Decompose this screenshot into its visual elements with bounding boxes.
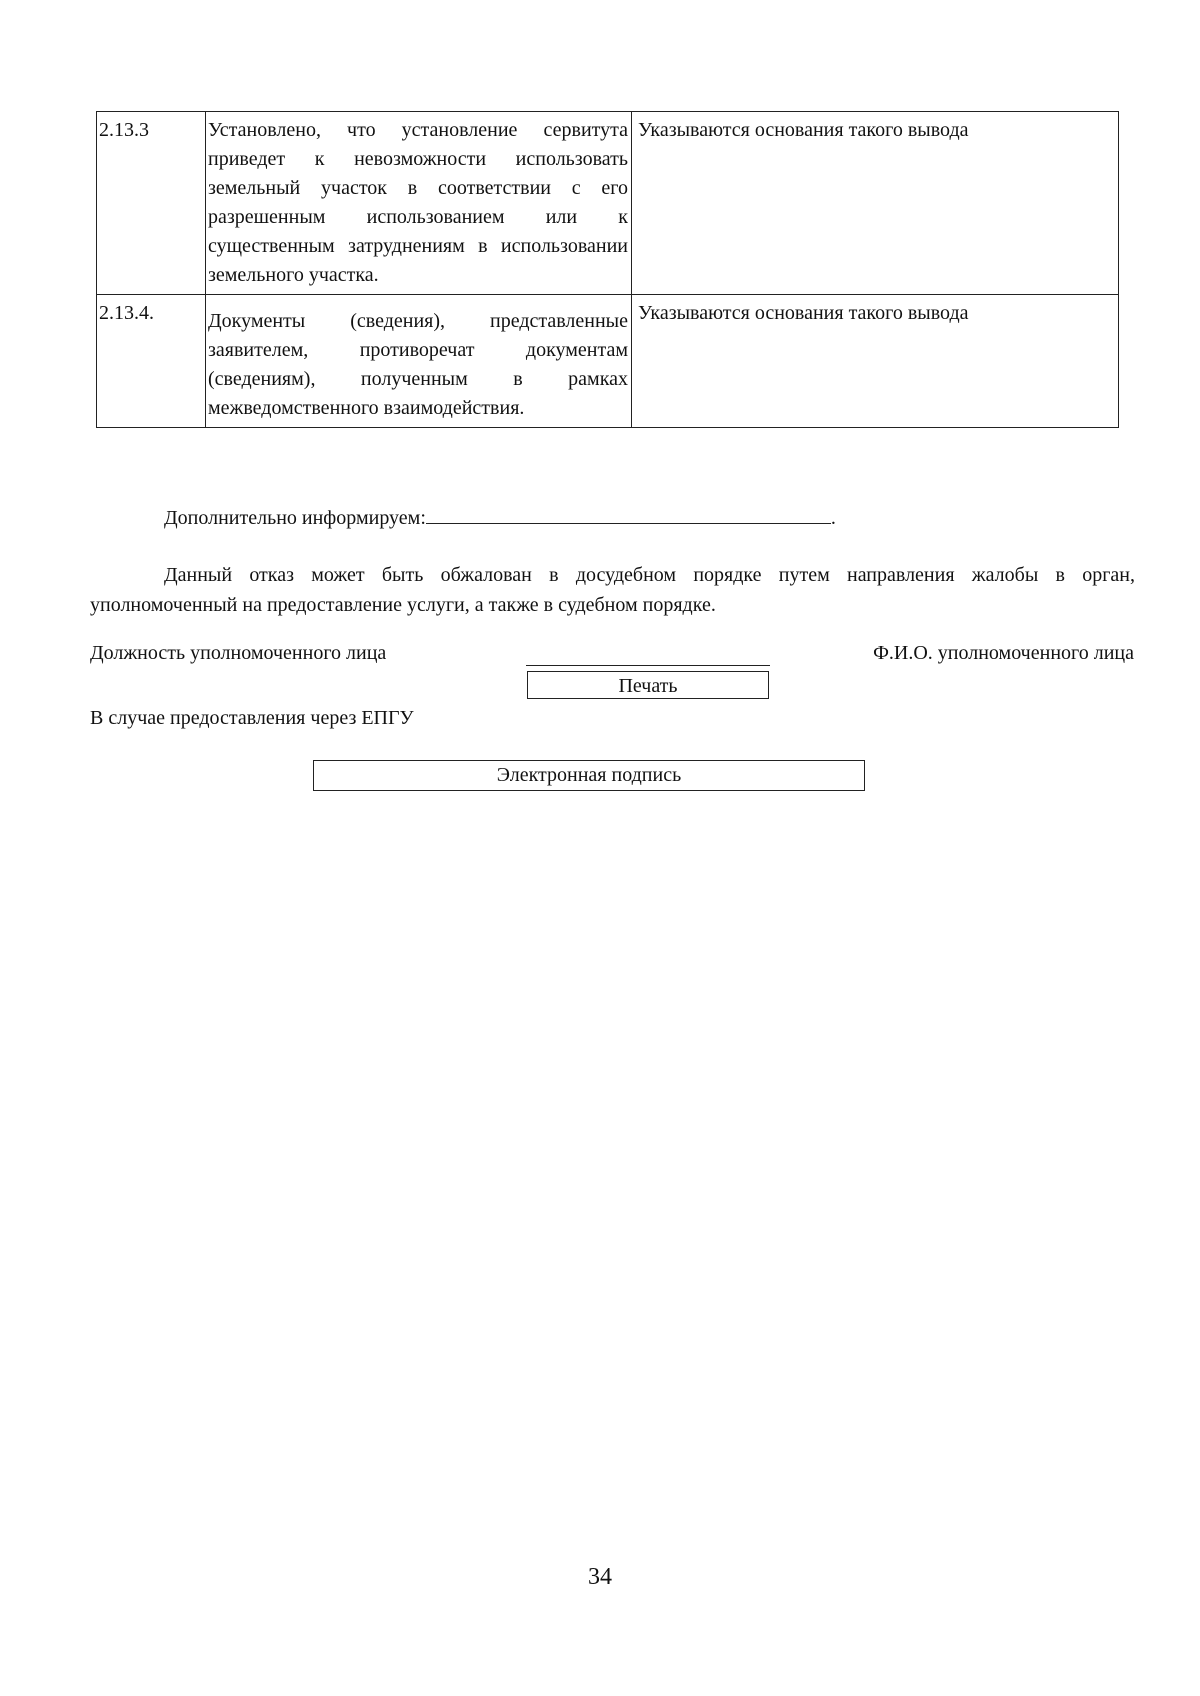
additional-info-field[interactable] <box>426 505 831 524</box>
page-number: 34 <box>588 1564 612 1590</box>
table-row <box>97 112 1119 295</box>
refusal-condition: Документы (сведения), представленные заявителем, противоречат документам (сведениям), полученным в рамках межведомственного взаимодействия. <box>206 295 632 428</box>
clause-number: 2.13.3 <box>97 112 206 295</box>
official-name-label: Ф.И.О. уполномоченного лица <box>873 642 1134 664</box>
epgu-note: В случае предоставления через ЕПГУ <box>90 707 414 729</box>
refusal-grounds-table <box>96 111 1119 428</box>
official-position-label: Должность уполномоченного лица <box>90 642 387 664</box>
additional-info-label: Дополнительно информируем: <box>164 507 426 529</box>
additional-info-line <box>164 505 836 531</box>
appeal-paragraph: Данный отказ может быть обжалован в досудебном порядке путем направления жалобы в орган, уполномоченный на предоставление услуги, а также в судебном порядке. <box>90 564 1135 616</box>
table-row <box>97 295 1119 428</box>
refusal-condition: Установлено, что установление сервитута приведет к невозможности использовать земельный участок в соответствии с его разрешенным использованием или к существенным затруднениям в использовании земельного участка. <box>206 112 632 295</box>
refusal-explanation: Указываются основания такого вывода <box>632 295 1119 428</box>
refusal-explanation: Указываются основания такого вывода <box>632 112 1119 295</box>
stamp-box: Печать <box>527 671 769 699</box>
additional-info-end: . <box>830 507 836 529</box>
clause-number: 2.13.4. <box>97 295 206 428</box>
electronic-signature-box: Электронная подпись <box>313 760 865 791</box>
